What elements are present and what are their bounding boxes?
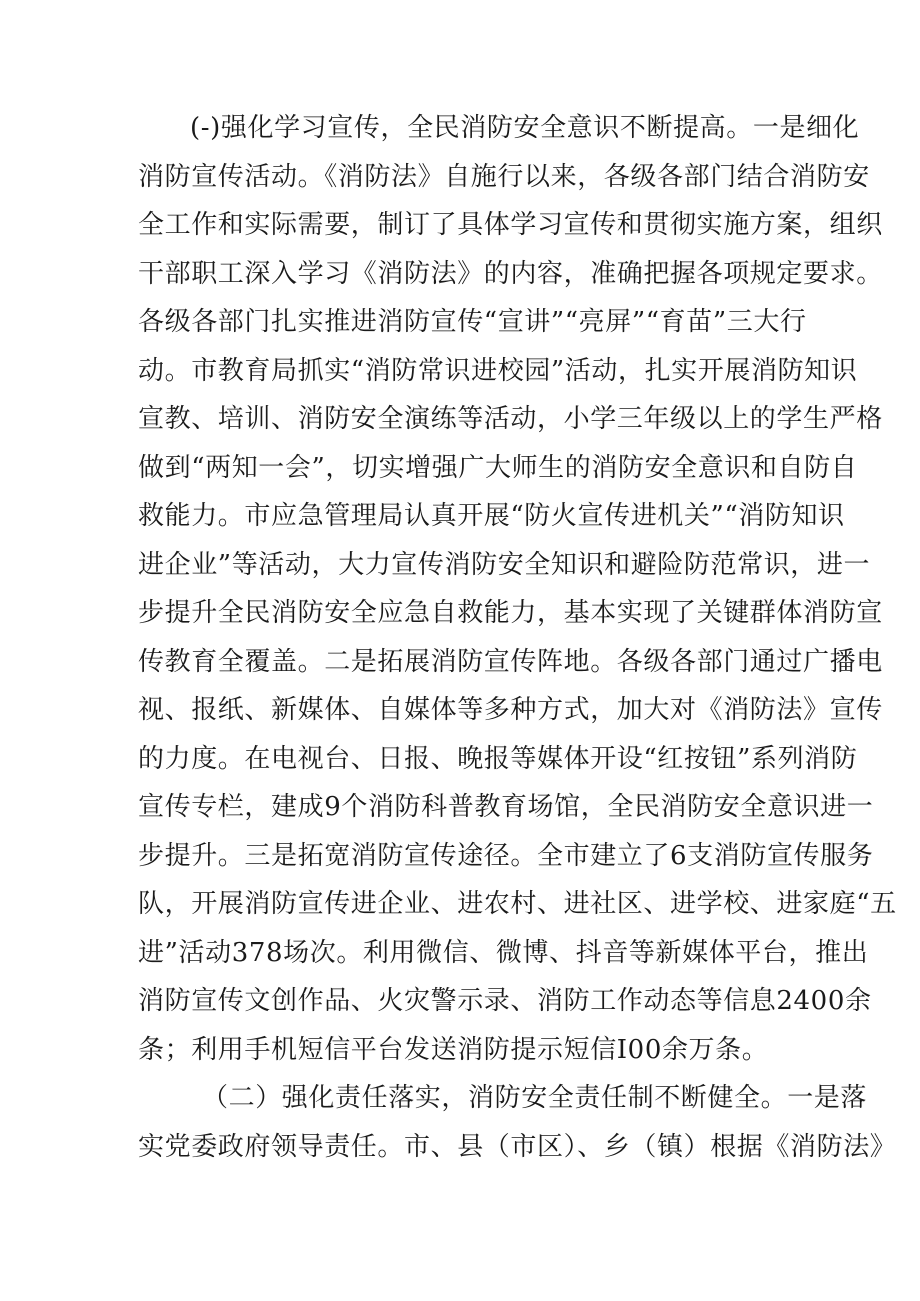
paragraph-1-line-6: 动。市教育局抓实“消防常识进校园”活动，扎实开展消防知识 (138, 355, 858, 386)
paragraph-2-line-2: 实党委政府领导责任。市、县（市区）、乡（镇）根据《消防法》 (138, 1131, 897, 1162)
paragraph-1-line-11: 步提升全民消防安全应急自救能力，基本实现了关键群体消防宣 (138, 598, 883, 628)
paragraph-1-line-13: 视、报纸、新媒体、自媒体等多种方式，加大对《消防法》宣传 (138, 695, 883, 725)
paragraph-1-line-4: 干部职工深入学习《消防法》的内容，准确把握各项规定要求。 (138, 258, 883, 289)
paragraph-1-line-17: 队，开展消防宣传进企业、进农村、进社区、进学校、进家庭“五 (138, 889, 897, 919)
paragraph-1-line-3: 全工作和实际需要，制订了具体学习宣传和贯彻实施方案，组织 (138, 210, 883, 240)
paragraph-1-line-5: 各级各部门扎实推进消防宣传“宣讲”“亮屏”“育苗”三大行 (138, 307, 807, 337)
paragraph-1-line-7: 宣教、培训、消防安全演练等活动，小学三年级以上的学生严格 (138, 404, 883, 434)
paragraph-1-line-12: 传教育全覆盖。二是拓展消防宣传阵地。各级各部门通过广播电 (138, 646, 883, 677)
paragraph-1-line-14: 的力度。在电视台、日报、晚报等媒体开设“红按钮”系列消防 (138, 743, 858, 774)
document-body (138, 104, 897, 1171)
paragraph-1-line-16: 步提升。三是拓宽消防宣传途径。全市建立了6支消防宣传服务 (138, 840, 874, 871)
paragraph-1-line-20: 条；利用手机短信平台发送消防提示短信I00余万条。 (138, 1034, 769, 1065)
paragraph-2-line-1: （二）强化责任落实，消防安全责任制不断健全。一是落 (202, 1083, 868, 1113)
paragraph-1-line-19: 消防宣传文创作品、火灾警示录、消防工作动态等信息2400余 (138, 986, 872, 1016)
paragraph-1-line-2: 消防宣传活动。《消防法》自施行以来，各级各部门结合消防安 (138, 161, 870, 192)
paragraph-1-line-1: (-)强化学习宣传，全民消防安全意识不断提高。一是细化 (190, 113, 860, 143)
paragraph-1-line-15: 宣传专栏，建成9个消防科普教育场馆，全民消防安全意识进一 (138, 792, 874, 822)
paragraph-1-line-9: 救能力。市应急管理局认真开展“防火宣传进机关”“消防知识 (138, 501, 845, 531)
paragraph-1-line-8: 做到“两知一会”，切实增强广大师生的消防安全意识和自防自 (138, 452, 858, 483)
paragraph-1-line-10: 进企业”等活动，大力宣传消防安全知识和避险防范常识，进一 (138, 549, 871, 580)
paragraph-1-line-18: 进”活动378场次。利用微信、微博、抖音等新媒体平台，推出 (138, 937, 869, 968)
